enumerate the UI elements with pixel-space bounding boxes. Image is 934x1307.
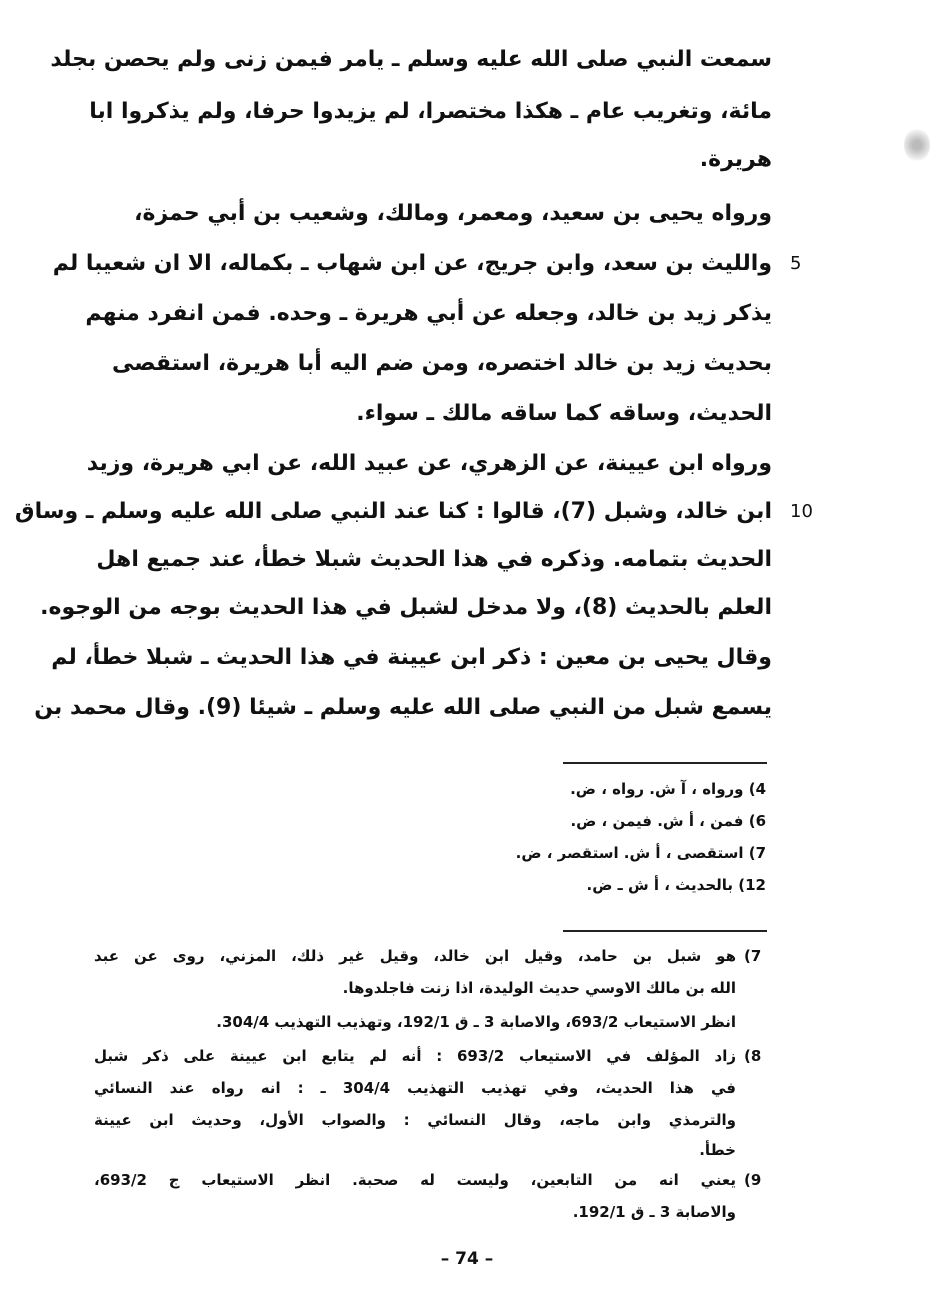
footnote-number: (9 bbox=[744, 1171, 762, 1189]
text-line: العلم بالحديث (8)، ولا مدخل لشبل في هذا الحديث بوجه من الوجوه. bbox=[40, 595, 772, 620]
footnote-line: خطأ. bbox=[699, 1141, 736, 1159]
footnote-line: والترمذي وابن ماجه، وقال النسائي : والصواب الأول، وحديث ابن عيينة bbox=[94, 1111, 736, 1129]
divider bbox=[563, 930, 767, 932]
footnote-number: (8 bbox=[744, 1047, 762, 1065]
text-line: الحديث، وساقه كما ساقه مالك ـ سواء. bbox=[356, 401, 772, 426]
divider bbox=[563, 762, 767, 764]
variant-note: 12) بالحديث ، أ ش ـ ض. bbox=[586, 876, 766, 894]
line-number: 5 bbox=[790, 253, 802, 274]
text-line: ابن خالد، وشبل (7)، قالوا : كنا عند النبي صلى الله عليه وسلم ـ وساق bbox=[14, 499, 772, 524]
line-number: 10 bbox=[790, 501, 813, 522]
text-line: ورواه ابن عيينة، عن الزهري، عن عبيد الله، عن ابي هريرة، وزيد bbox=[86, 451, 772, 476]
variant-note: 4) ورواه ، آ ش. رواه ، ض. bbox=[570, 780, 766, 798]
text-line: الحديث بتمامه. وذكره في هذا الحديث شبلا خطأ، عند جميع اهل bbox=[96, 547, 772, 572]
footnote-line: الله بن مالك الاوسي حديث الوليدة، اذا زنت فاجلدوها. bbox=[342, 979, 736, 997]
footnote-line: انظر الاستيعاب 693/2، والاصابة 3 ـ ق 192/1، وتهذيب التهذيب 304/4. bbox=[216, 1013, 736, 1031]
text-line: بحديث زيد بن خالد اختصره، ومن ضم اليه أبا هريرة، استقصى bbox=[112, 351, 772, 376]
scan-speck bbox=[904, 128, 930, 162]
page-number: – 74 – bbox=[440, 1249, 494, 1269]
footnote-line: هو شبل بن حامد، وقيل ابن خالد، وقيل غير ذلك، المزني، روى عن عبد bbox=[94, 947, 736, 965]
text-line: سمعت النبي صلى الله عليه وسلم ـ يامر فيمن زنى ولم يحصن بجلد bbox=[50, 47, 772, 72]
footnote-line: يعني انه من التابعين، وليست له صحبة. انظر الاستيعاب ج 693/2، bbox=[94, 1171, 736, 1189]
text-line: هريرة. bbox=[699, 147, 772, 172]
footnote-number: (7 bbox=[744, 947, 762, 965]
text-line: والليث بن سعد، وابن جريج، عن ابن شهاب ـ بكماله، الا ان شعيبا لم bbox=[52, 251, 772, 276]
text-line: مائة، وتغريب عام ـ هكذا مختصرا، لم يزيدوا حرفا، ولم يذكروا ابا bbox=[89, 99, 772, 124]
text-line: يسمع شبل من النبي صلى الله عليه وسلم ـ شيئا (9). وقال محمد بن bbox=[34, 695, 772, 720]
text-line: ورواه يحيى بن سعيد، ومعمر، ومالك، وشعيب بن أبي حمزة، bbox=[134, 201, 772, 226]
variant-note: 6) فمن ، أ ش. فيمن ، ض. bbox=[570, 812, 766, 830]
variant-note: 7) استقصى ، أ ش. استقصر ، ض. bbox=[515, 844, 766, 862]
footnote-line: والاصابة 3 ـ ق 192/1. bbox=[572, 1203, 736, 1221]
footnote-line: في هذا الحديث، وفي تهذيب التهذيب 304/4 ـ : انه رواه عند النسائي bbox=[94, 1079, 736, 1097]
text-line: وقال يحيى بن معين : ذكر ابن عيينة في هذا الحديث ـ شبلا خطأ، لم bbox=[51, 645, 772, 670]
footnote-line: زاد المؤلف في الاستيعاب 693/2 : أنه لم يتابع ابن عيينة على ذكر شبل bbox=[94, 1047, 736, 1065]
text-line: يذكر زيد بن خالد، وجعله عن أبي هريرة ـ وحده. فمن انفرد منهم bbox=[85, 301, 772, 326]
